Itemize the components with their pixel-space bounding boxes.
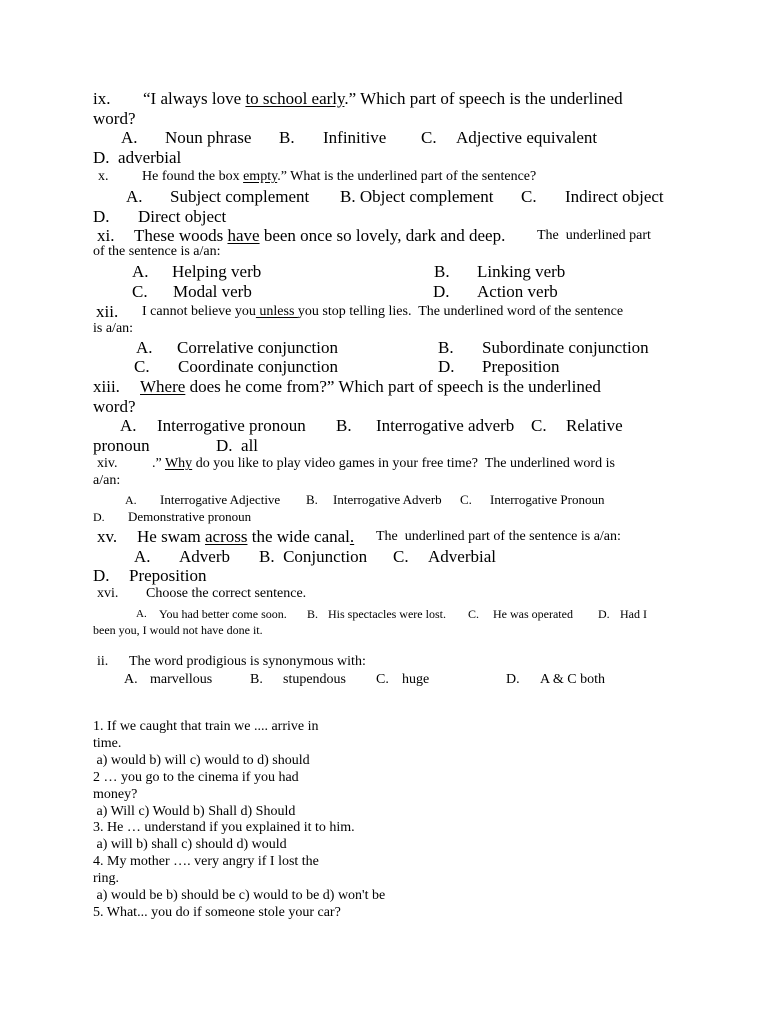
option-a: Subject complement [170, 187, 310, 206]
question-text: I cannot believe you unless you stop telling lies. The underlined word of the sentence [142, 304, 624, 319]
option-d-wrap: been you, I would not have done it. [93, 623, 263, 637]
option-a-letter: A. [125, 493, 137, 507]
option-c-letter: C. [132, 282, 148, 301]
exercise-line: 2 … you go to the cinema if you had [93, 770, 299, 785]
option-d: Preposition [482, 357, 560, 376]
option-d: Action verb [477, 282, 558, 301]
exercise-line: a) would b) will c) would to d) should [93, 753, 310, 768]
option-a: Interrogative Adjective [160, 492, 281, 507]
option-c-wrap: pronoun [93, 436, 150, 455]
option-b: Subordinate conjunction [482, 338, 649, 357]
exercise-line: a) will b) shall c) should d) would [93, 837, 287, 852]
option-a-letter: A. [121, 128, 138, 147]
option-c-letter: C. [468, 607, 480, 621]
exercise-line: 5. What... you do if someone stole your car? [93, 905, 341, 920]
option-b: B. Conjunction [259, 547, 368, 566]
question-text: These woods have been once so lovely, dark and deep. [134, 226, 506, 245]
option-a: You had better come soon. [159, 607, 287, 621]
option-c-letter: C. [531, 416, 547, 435]
option-b-letter: B. [438, 338, 454, 357]
exercise-line: a) would be b) should be c) would to be d) won't be [93, 888, 386, 903]
option-a-letter: A. [136, 608, 147, 620]
exercise-line: 3. He … understand if you explained it to him. [93, 820, 355, 835]
question-number: ix. [93, 89, 111, 108]
option-c: Relative [566, 416, 623, 435]
option-c-letter: C. [376, 672, 389, 687]
option-c-letter: C. [393, 547, 409, 566]
option-c-letter: C. [521, 187, 537, 206]
option-b-letter: B. [307, 607, 319, 621]
option-d: Had I [620, 607, 647, 621]
option-c: Interrogative Pronoun [490, 492, 605, 507]
option-c-letter: C. [134, 357, 150, 376]
option-d: Direct object [138, 207, 227, 226]
option-a: Helping verb [172, 262, 262, 281]
option-c-letter: C. [421, 128, 437, 147]
exercise-line: money? [93, 787, 138, 802]
option-d: A & C both [540, 672, 605, 687]
underlined-phrase: have [227, 226, 260, 245]
question-number: x. [98, 169, 109, 184]
exercise-line: 4. My mother …. very angry if I lost the [93, 854, 319, 869]
question-number: xiv. [97, 456, 118, 471]
option-b: Interrogative Adverb [333, 492, 442, 507]
question-text: Choose the correct sentence. [146, 586, 307, 601]
option-b: Interrogative adverb [376, 416, 515, 435]
option-a: Adverb [179, 547, 230, 566]
question-text-wrap: of the sentence is a/an: [93, 244, 221, 259]
question-number: xiii. [93, 377, 120, 396]
option-c: Modal verb [173, 282, 252, 301]
option-d-letter: D. [506, 672, 520, 687]
question-text-wrap: word? [93, 397, 136, 416]
option-a: marvellous [150, 672, 213, 687]
option-b: Infinitive [323, 128, 387, 147]
option-d-letter: D. [438, 357, 455, 376]
option-d-letter: D. [598, 607, 610, 621]
option-a-letter: A. [132, 262, 149, 281]
option-c: Adjective equivalent [456, 128, 598, 147]
option-c: Indirect object [565, 187, 664, 206]
question-text: “I always love to school early.” Which part of speech is the underlined [143, 89, 623, 108]
question-text: .” Why do you like to play video games in your free time? The underlined word is [152, 456, 615, 471]
option-c: huge [402, 672, 430, 687]
question-number: xv. [97, 527, 118, 546]
option-d-letter: D. [93, 510, 105, 524]
option-d-letter: D. [433, 282, 450, 301]
exercise-line: time. [93, 736, 122, 751]
exercise-line: 1. If we caught that train we .... arrive in [93, 719, 319, 734]
question-text-wrap: is a/an: [93, 321, 134, 336]
question-text-small: The underlined part [537, 228, 651, 243]
exercise-line: a) Will c) Would b) Shall d) Should [93, 804, 296, 819]
question-number: xvi. [97, 586, 119, 601]
underlined-phrase: Where [140, 377, 186, 396]
option-a-letter: A. [126, 187, 143, 206]
option-d-letter: D. [93, 566, 110, 585]
question-text-wrap: a/an: [93, 473, 121, 488]
question-number: xii. [96, 302, 119, 321]
option-d: Demonstrative pronoun [128, 509, 252, 524]
option-a-letter: A. [136, 338, 153, 357]
underlined-phrase: across [204, 527, 248, 546]
option-b-letter: B. [336, 416, 352, 435]
option-a: Correlative conjunction [177, 338, 338, 357]
option-a: Noun phrase [165, 128, 252, 147]
option-b-letter: B. [279, 128, 295, 147]
option-a: Interrogative pronoun [157, 416, 306, 435]
option-c: He was operated [493, 607, 573, 621]
question-number: ii. [97, 654, 109, 669]
question-text: The word prodigious is synonymous with: [129, 654, 366, 669]
option-b: His spectacles were lost. [328, 607, 446, 621]
question-text-wrap: word? [93, 109, 136, 128]
option-b: Linking verb [477, 262, 566, 281]
underlined-phrase: to school early [245, 89, 345, 108]
question-text-small: The underlined part of the sentence is a/an: [376, 529, 621, 544]
option-a-letter: A. [124, 672, 138, 687]
option-b-letter: B. [306, 492, 318, 507]
option-b: stupendous [283, 672, 346, 687]
exercise-line: ring. [93, 871, 120, 886]
option-b-letter: B. [250, 672, 263, 687]
option-c: Coordinate conjunction [178, 357, 339, 376]
option-c: Adverbial [428, 547, 496, 566]
question-number: xi. [97, 226, 115, 245]
option-b-letter: B. [434, 262, 450, 281]
option-a-letter: A. [120, 416, 137, 435]
option-c-letter: C. [460, 492, 472, 507]
underlined-phrase: Why [164, 456, 193, 471]
underlined-phrase: empty [243, 169, 278, 184]
option-b: B. Object complement [340, 187, 494, 206]
question-text: He found the box empty.” What is the underlined part of the sentence? [142, 169, 537, 184]
option-d: D. adverbial [93, 148, 182, 167]
underlined-phrase: unless [255, 304, 298, 319]
question-text: He swam across the wide canal. [137, 527, 355, 546]
option-d: Preposition [129, 566, 207, 585]
option-d: D. all [216, 436, 259, 455]
option-d-letter: D. [93, 207, 110, 226]
option-a-letter: A. [134, 547, 151, 566]
question-text: Where does he come from?” Which part of speech is the underlined [140, 377, 601, 396]
